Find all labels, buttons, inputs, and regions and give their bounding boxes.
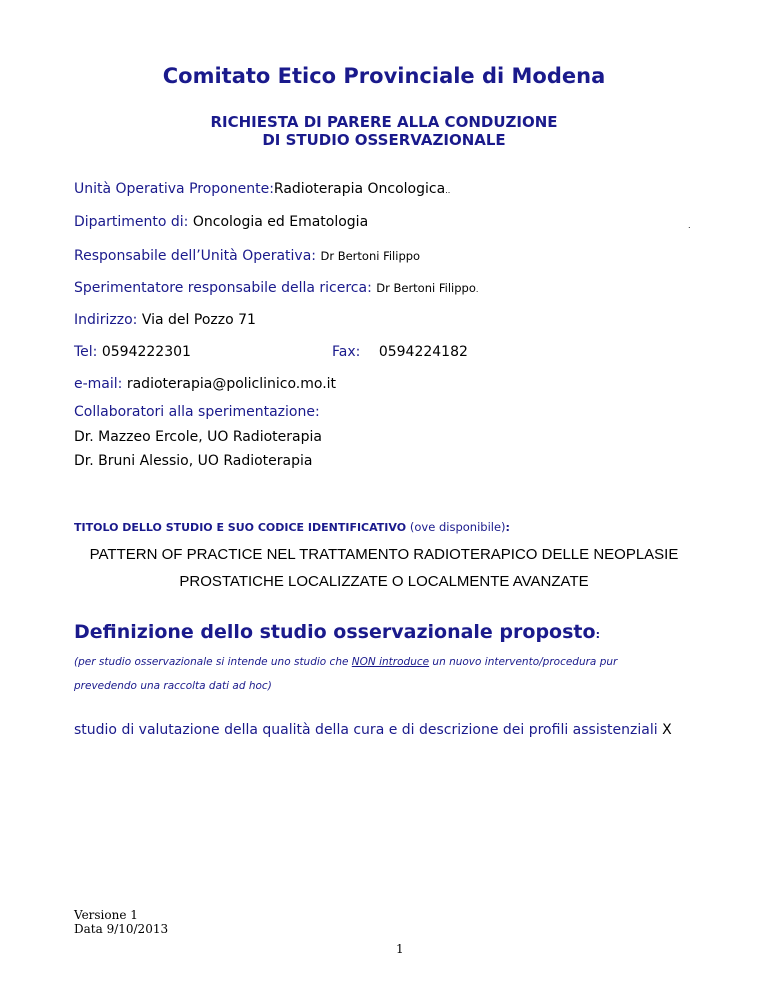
definition-note-line-2: prevedendo una raccolta dati ad hoc) — [74, 680, 272, 692]
definition-note-underlined: NON introduce — [351, 656, 430, 668]
unita-operativa-label: Unità Operativa Proponente: — [74, 181, 274, 197]
definition-option-text: studio di valutazione della qualità della cura e di descrizione dei profili assistenziali — [74, 722, 658, 738]
sperimentatore-suffix: . — [475, 285, 479, 294]
sperimentatore-value: Dr Bertoni Filippo — [376, 281, 476, 295]
unita-operativa-suffix: .. — [445, 186, 451, 195]
definition-heading-colon: : — [595, 628, 600, 641]
tel-label: Tel: — [74, 344, 98, 360]
page-title: Comitato Etico Provinciale di Modena — [162, 64, 606, 88]
unita-operativa-value: Radioterapia Oncologica — [273, 181, 446, 197]
responsabile-value: Dr Bertoni Filippo — [320, 249, 421, 263]
sperimentatore-label: Sperimentatore responsabile della ricerca: — [74, 280, 372, 296]
email-label: e-mail: — [74, 376, 123, 392]
email-value: radioterapia@policlinico.mo.it — [126, 376, 337, 392]
tel-row — [74, 344, 191, 360]
definition-heading — [74, 621, 600, 643]
dipartimento-dot: . — [688, 221, 691, 230]
definition-note-line-1 — [74, 656, 617, 668]
study-label-colon: : — [505, 521, 510, 534]
study-title-line-2: PROSTATICHE LOCALIZZATE O LOCALMENTE AVANZATE — [179, 573, 589, 590]
footer-date: Data 9/10/2013 — [74, 922, 169, 936]
collaboratore-item-1: Dr. Mazzeo Ercole, UO Radioterapia — [74, 429, 322, 445]
fax-row — [332, 344, 468, 360]
collaboratore-item-2: Dr. Bruni Alessio, UO Radioterapia — [74, 453, 313, 469]
email-row — [74, 376, 336, 392]
definition-note-part-1: (per studio osservazionale si intende uno studio che — [74, 656, 352, 668]
sperimentatore-row — [74, 280, 478, 296]
study-title-line-1: PATTERN OF PRACTICE NEL TRATTAMENTO RADIOTERAPICO DELLE NEOPLASIE — [89, 546, 679, 563]
fax-label: Fax: — [332, 344, 361, 360]
definition-note-part-2: un nuovo intervento/procedura pur — [429, 656, 618, 668]
tel-value: 0594222301 — [101, 344, 191, 360]
definition-option-mark: X — [662, 722, 672, 738]
indirizzo-row — [74, 312, 256, 328]
responsabile-row — [74, 248, 420, 264]
study-label-text: TITOLO DELLO STUDIO E SUO CODICE IDENTIFICATIVO — [74, 521, 407, 534]
study-title-label — [74, 520, 510, 534]
page-number: 1 — [396, 942, 404, 956]
footer-version: Versione 1 — [74, 908, 138, 922]
unita-operativa-row — [74, 181, 450, 197]
responsabile-label: Responsabile dell’Unità Operativa: — [74, 248, 317, 264]
indirizzo-label: Indirizzo: — [74, 312, 138, 328]
dipartimento-value: Oncologia ed Ematologia — [192, 214, 369, 230]
indirizzo-value: Via del Pozzo 71 — [141, 312, 256, 328]
definition-option — [74, 722, 672, 738]
definition-heading-text: Definizione dello studio osservazionale proposto — [74, 621, 596, 643]
subtitle-line-2: DI STUDIO OSSERVAZIONALE — [262, 131, 506, 149]
dipartimento-label: Dipartimento di: — [74, 214, 189, 230]
subtitle-line-1: RICHIESTA DI PARERE ALLA CONDUZIONE — [210, 113, 558, 131]
dipartimento-row — [74, 214, 368, 230]
collaboratori-label: Collaboratori alla sperimentazione: — [74, 404, 320, 420]
study-label-note: (ove disponibile) — [409, 520, 506, 534]
fax-value: 0594224182 — [378, 344, 468, 360]
